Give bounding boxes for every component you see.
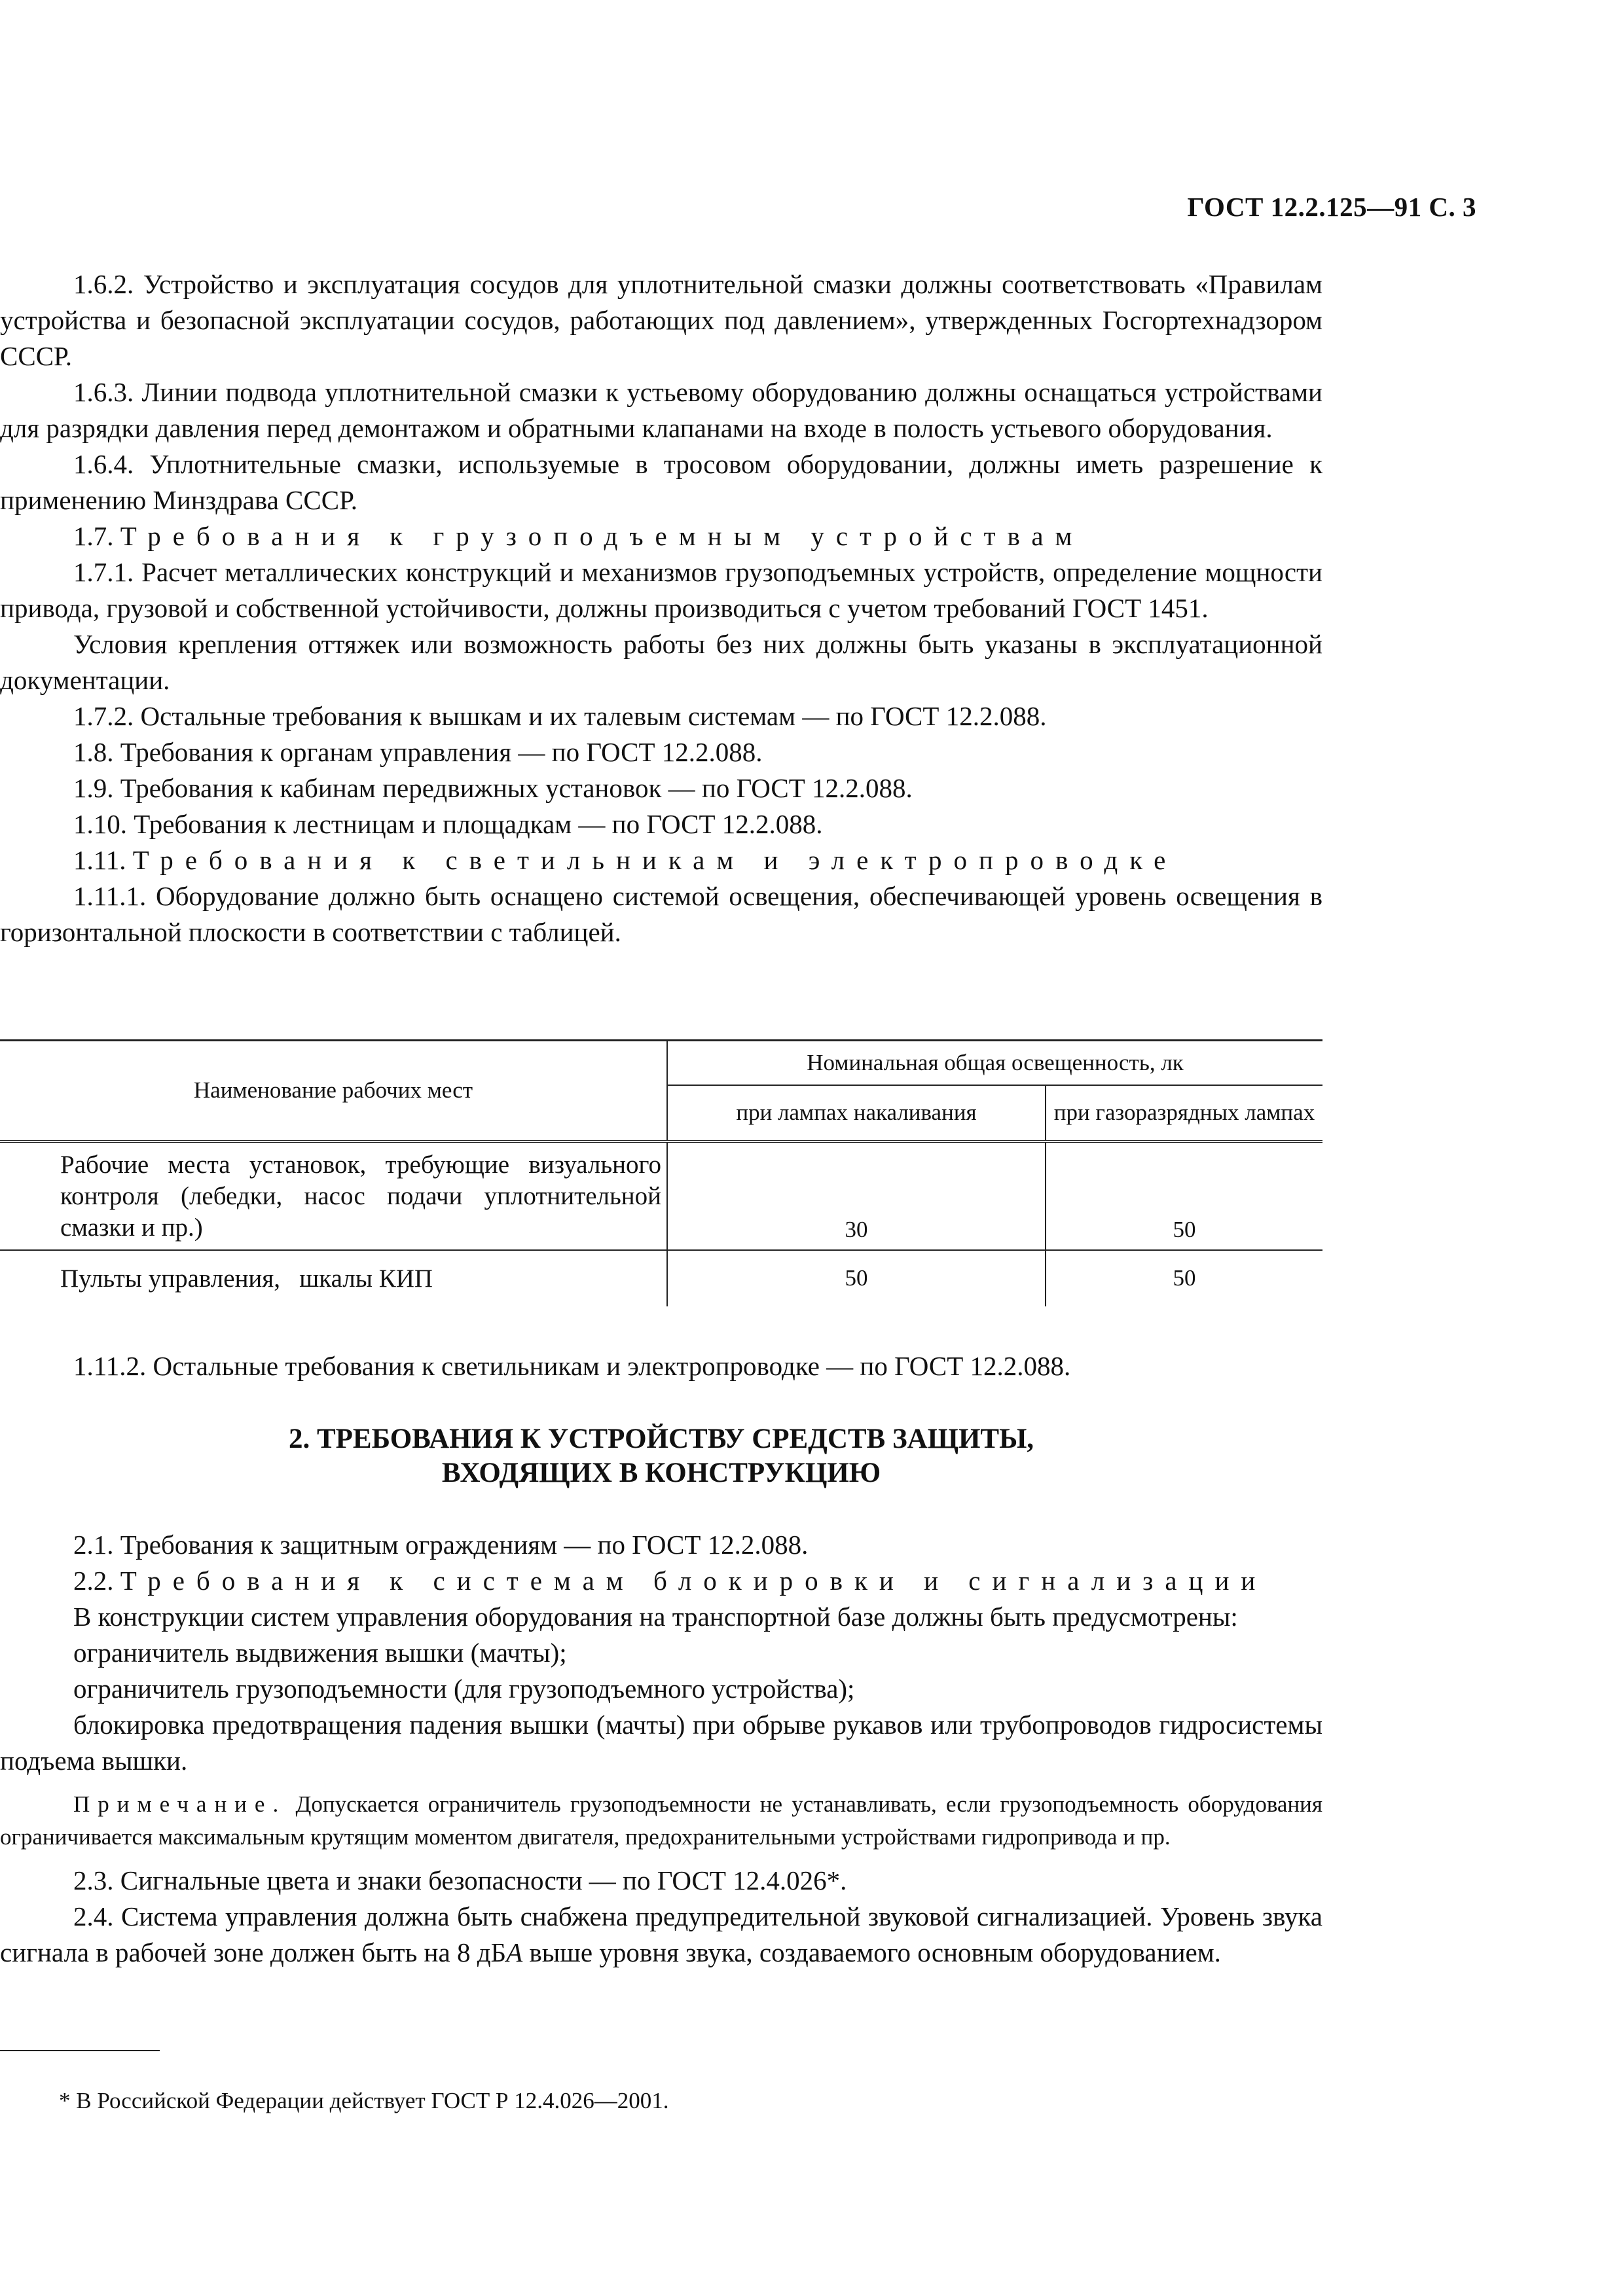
section-1-11-title: Требования к светильникам и электропроводке — [132, 845, 1178, 875]
paragraph-1-8: 1.8. Требования к органам управления — по ГОСТ 12.2.088. — [73, 737, 763, 767]
section-2-title-line-1: 2. ТРЕБОВАНИЯ К УСТРОЙСТВУ СРЕДСТВ ЗАЩИТЫ, — [288, 1424, 1034, 1454]
table-cell-incandescent: 50 — [667, 1250, 1046, 1306]
paragraph-1-6-3: 1.6.3. Линии подвода уплотнительной смазки к устьевому оборудованию должны оснащаться устройствами для разрядки давления перед демонтажом и обратными клапанами на входе в полость устьевого оборудования. — [0, 377, 1322, 443]
text-block-top — [0, 266, 1322, 950]
text-block-bottom — [0, 1348, 1322, 1971]
section-1-11-heading — [0, 842, 1322, 878]
list-item: ограничитель выдвижения вышки (мачты); — [73, 1638, 567, 1668]
illumination-table-wrapper — [0, 1039, 1322, 1306]
paragraph-1-6-2: 1.6.2. Устройство и эксплуатация сосудов для уплотнительной смазки должны соответствовать «Правилам устройства и безопасной эксплуатации сосудов, работающих под давлением», утвержденных Госгортехнадзором СССР. — [0, 269, 1322, 371]
paragraph-2-4-italic: А — [506, 1937, 523, 1967]
table-cell-discharge: 50 — [1046, 1141, 1322, 1250]
table-header-discharge: при газоразрядных лампах — [1046, 1085, 1322, 1141]
note-text: Допускается ограничитель грузоподъемности не устанавливать, если грузоподъемность оборудования ограничивается максимальным крутящим моментом двигателя, предохранительными устройствами гидропривода и пр. — [0, 1791, 1322, 1850]
paragraph-1-11-1: 1.11.1. Оборудование должно быть оснащено системой освещения, обеспечивающей уровень освещения в горизонтальной плоскости в соответствии с таблицей. — [0, 881, 1322, 947]
paragraph-1-7-1: 1.7.1. Расчет металлических конструкций и механизмов грузоподъемных устройств, определение мощности привода, грузовой и собственной устойчивости, должны производиться с учетом требований ГОСТ 1451. — [0, 557, 1322, 623]
section-1-11-number: 1.11. — [73, 845, 126, 875]
section-1-7-number: 1.7. — [73, 521, 114, 551]
section-2-2-title: Требования к системам блокировки и сигнализации — [120, 1566, 1267, 1596]
table-cell-incandescent: 30 — [667, 1141, 1046, 1250]
paragraph-1-7-2: 1.7.2. Остальные требования к вышкам и их талевым системам — по ГОСТ 12.2.088. — [73, 701, 1047, 731]
section-2-2-number: 2.2. — [73, 1566, 114, 1596]
section-2-title-line-2: ВХОДЯЩИХ В КОНСТРУКЦИЮ — [441, 1458, 881, 1488]
table-cell-discharge: 50 — [1173, 1265, 1196, 1291]
paragraph-1-11-2: 1.11.2. Остальные требования к светильникам и электропроводке — по ГОСТ 12.2.088. — [73, 1351, 1071, 1381]
section-1-7-title: Требования к грузоподъемным устройствам — [120, 521, 1084, 551]
table-header-incandescent: при лампах накаливания — [667, 1085, 1046, 1141]
table-row — [0, 1141, 1322, 1250]
table-cell-workplace: Пульты управления, шкалы КИП — [0, 1250, 667, 1306]
paragraph-2-2-intro: В конструкции систем управления оборудования на транспортной базе должны быть предусмотрены: — [73, 1602, 1238, 1632]
table-header-workplace: Наименование рабочих мест — [0, 1041, 667, 1141]
illumination-table — [0, 1039, 1322, 1306]
paragraph-2-1: 2.1. Требования к защитным ограждениям — по ГОСТ 12.2.088. — [73, 1530, 809, 1560]
note — [0, 1788, 1322, 1854]
section-1-7-heading — [0, 518, 1322, 554]
paragraph-1-10: 1.10. Требования к лестницам и площадкам — по ГОСТ 12.2.088. — [73, 809, 823, 839]
page-header: ГОСТ 12.2.125—91 С. 3 — [1187, 192, 1476, 222]
paragraph-1-6-4: 1.6.4. Уплотнительные смазки, используемые в тросовом оборудовании, должны иметь разрешение к применению Минздрава СССР. — [0, 449, 1322, 515]
section-2-2-heading — [0, 1563, 1322, 1599]
paragraph-conditions: Условия крепления оттяжек или возможность работы без них должны быть указаны в эксплуатационной документации. — [0, 629, 1322, 695]
footnote: * В Российской Федерации действует ГОСТ Р 12.4.026—2001. — [59, 2088, 669, 2113]
footnote-divider — [0, 2050, 160, 2051]
paragraph-2-4-part-b: выше уровня звука, создаваемого основным оборудованием. — [522, 1937, 1221, 1967]
note-label: Примечание. — [73, 1791, 287, 1817]
paragraph-1-9: 1.9. Требования к кабинам передвижных установок — по ГОСТ 12.2.088. — [73, 773, 913, 803]
list-item: блокировка предотвращения падения вышки (мачты) при обрыве рукавов или трубопроводов гидросистемы подъема вышки. — [0, 1710, 1322, 1776]
paragraph-2-4-part-a: 2.4. Система управления должна быть снабжена предупредительной звуковой сигнализацией. Уровень звука сигнала в рабочей зоне должен быть на 8 дБ — [0, 1901, 1322, 1967]
paragraph-2-3: 2.3. Сигнальные цвета и знаки безопасности — по ГОСТ 12.4.026*. — [73, 1865, 847, 1895]
table-header-illumination: Номинальная общая освещенность, лк — [667, 1041, 1322, 1085]
table-row — [0, 1250, 1322, 1306]
paragraph-2-4 — [0, 1899, 1322, 1971]
table-cell-workplace: Рабочие места установок, требующие визуального контроля (лебедки, насос подачи уплотнительной смазки и пр.) — [0, 1141, 667, 1250]
list-item: ограничитель грузоподъемности (для грузоподъемного устройства); — [73, 1674, 855, 1704]
